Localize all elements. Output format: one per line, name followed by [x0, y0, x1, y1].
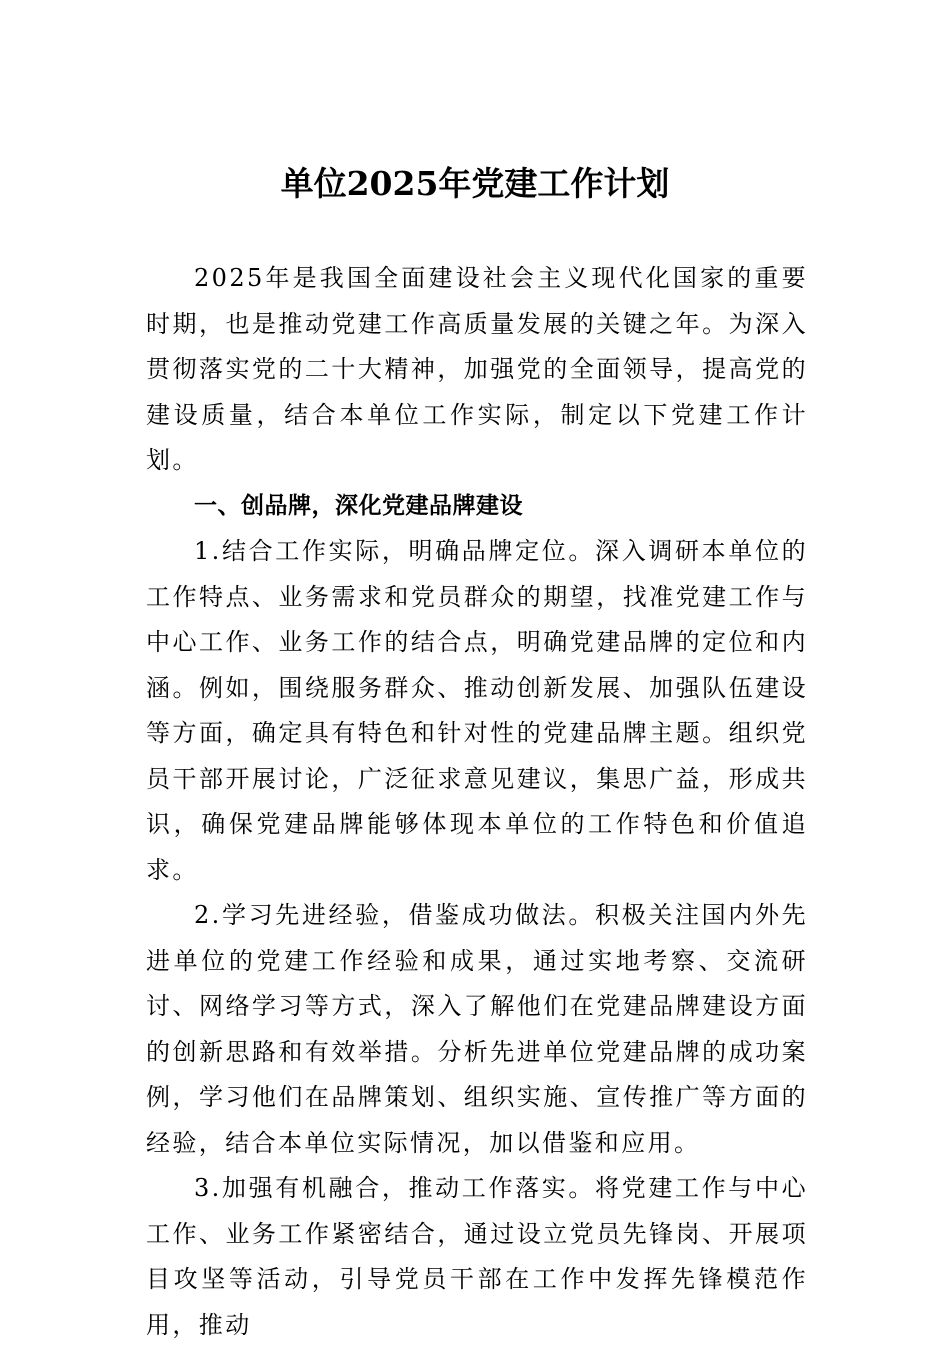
section-heading-1: 一、创品牌，深化党建品牌建设 — [194, 492, 523, 519]
intro-paragraph: 2025年是我国全面建设社会主义现代化国家的重要时期，也是推动党建工作高质量发展的关键之年。为深入贯彻落实党的二十大精神，加强党的全面领导，提高党的建设质量，结合本单位工作实际，制定以下党建工作计划。 — [146, 264, 808, 474]
item-paragraph-2: 2.学习先进经验，借鉴成功做法。积极关注国内外先进单位的党建工作经验和成果，通过实地考察、交流研讨、网络学习等方式，深入了解他们在党建品牌建设方面的创新思路和有效举措。分析先进单位党建品牌的成功案例，学习他们在品牌策划、组织实施、宣传推广等方面的经验，结合本单位实际情况，加以借鉴和应用。 — [146, 901, 808, 1157]
document-body — [146, 256, 808, 1348]
item-paragraph-3: 3.加强有机融合，推动工作落实。将党建工作与中心工作、业务工作紧密结合，通过设立党员先锋岗、开展项目攻坚等活动，引导党员干部在工作中发挥先锋模范作用，推动 — [146, 1174, 808, 1339]
document-title: 单位2025年党建工作计划 — [280, 164, 670, 203]
item-paragraph-1: 1.结合工作实际，明确品牌定位。深入调研本单位的工作特点、业务需求和党员群众的期望，找准党建工作与中心工作、业务工作的结合点，明确党建品牌的定位和内涵。例如，围绕服务群众、推动创新发展、加强队伍建设等方面，确定具有特色和针对性的党建品牌主题。组织党员干部开展讨论，广泛征求意见建议，集思广益，形成共识，确保党建品牌能够体现本单位的工作特色和价值追求。 — [146, 537, 808, 884]
